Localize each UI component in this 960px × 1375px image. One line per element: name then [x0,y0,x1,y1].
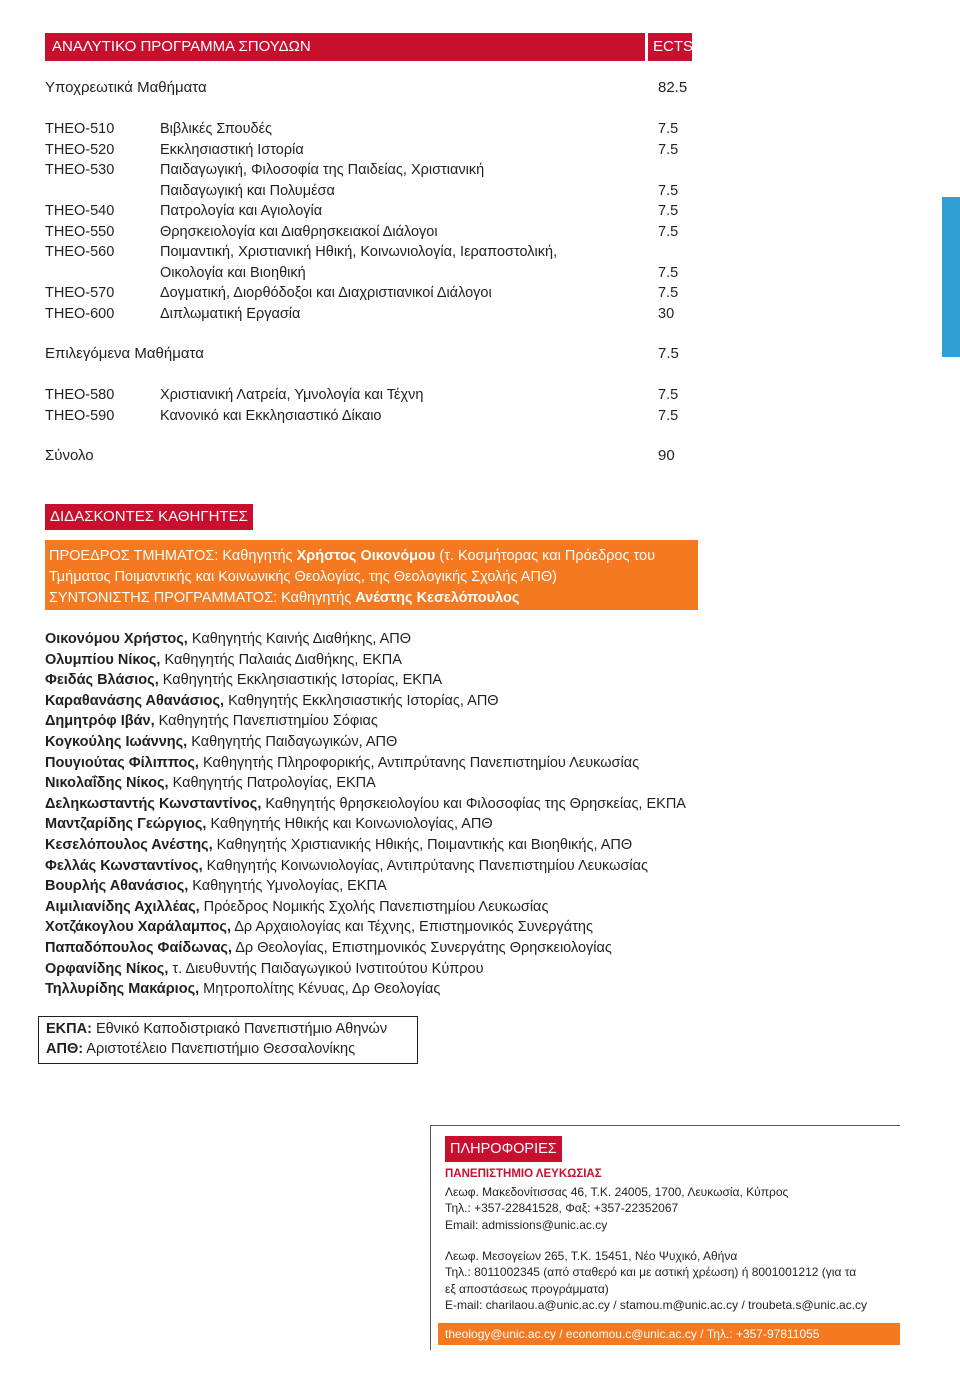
faculty-member [45,670,686,691]
side-tab [942,197,960,357]
chair-label: ΠΡΟΕΔΡΟΣ ΤΜΗΜΑΤΟΣ: [49,548,219,564]
faculty-desc: Μητροπολίτης Κένυας, Δρ Θεολογίας [199,981,441,998]
sum-total: 90 [658,447,675,464]
faculty-desc: Καθηγητής Πληροφορικής, Αντιπρύτανης Πανεπιστημίου Λευκωσίας [198,754,640,771]
faculty-desc: Καθηγητής Καινής Διαθήκης, ΑΠΘ [187,631,411,647]
course-code: THEO-560 [45,244,115,260]
course-ects: 7.5 [658,407,679,424]
info-header: ΠΛΗΡΟΦΟΡΙΕΣ [445,1136,562,1162]
course-title: Χριστιανική Λατρεία, Υμνολογία και Τέχνη [160,387,424,403]
course-code: THEO-570 [45,285,115,301]
leadership-box [45,540,698,610]
course-title: Δογματική, Διορθόδοξοι και Διαχριστιανικοί Διάλογοι [160,285,492,301]
course-code: THEO-530 [45,162,115,178]
faculty-name: Ολυμπίου Νίκος, [45,651,161,668]
faculty-desc: Καθηγητής Παλαιάς Διαθήκης, ΕΚΠΑ [160,651,402,668]
chair-name: Χρήστος Οικονόμου [296,548,436,564]
course-title: Κανονικό και Εκκλησιαστικό Δίκαιο [160,407,382,424]
course-ects: 7.5 [658,141,679,158]
course-title-cont: Παιδαγωγική και Πολυμέσα [160,182,335,199]
info-line: Λεωφ. Μεσογείων 265, Τ.Κ. 15451, Νέο Ψυχικό, Αθήνα [445,1249,738,1263]
faculty-name: Καραθανάσης Αθανάσιος, [45,692,225,709]
faculty-name: Δημητρόφ Ιβάν, [45,713,155,730]
faculty-name: Βουρλής Αθανάσιος, [45,878,189,895]
faculty-name: Οικονόμου Χρήστος, [45,631,188,647]
ects-header: ECTS [648,33,692,61]
coordinator-name: Ανέστης Κεσελόπουλος [355,590,520,606]
faculty-member [45,897,686,918]
info-line: Τηλ.: +357-22841528, Φαξ: +357-22352067 [445,1201,679,1216]
course-code: THEO-520 [45,141,115,158]
course-ects: 7.5 [658,223,679,240]
faculty-desc: Πρόεδρος Νομικής Σχολής Πανεπιστημίου Λευκωσίας [199,898,549,915]
course-code: THEO-590 [45,407,115,424]
faculty-desc: Καθηγητής Κοινωνιολογίας, Αντιπρύτανης Πανεπιστημίου Λευκωσίας [202,857,648,874]
abbreviation-full: Εθνικό Καποδιστριακό Πανεπιστήμιο Αθηνών [91,1021,388,1037]
faculty-name: Ορφανίδης Νίκος, [45,960,169,977]
course-code: THEO-510 [45,121,115,137]
chair-rest: (τ. Κοσμήτορας και Πρόεδρος του [435,548,656,564]
abbreviation: ΑΠΘ: [46,1041,84,1057]
course-title: Παιδαγωγική, Φιλοσοφία της Παιδείας, Χριστιανική [160,162,485,178]
coordinator-title: Καθηγητής [277,590,356,606]
info-footer: theology@unic.ac.cy / economou.c@unic.ac.cy / Τηλ.: +357-97811055 [438,1323,900,1345]
faculty-name: Κεσελόπουλος Ανέστης, [45,836,213,853]
course-ects: 7.5 [658,121,679,137]
faculty-desc: Καθηγητής Εκκλησιαστικής Ιστορίας, ΕΚΠΑ [158,672,443,689]
faculty-desc: τ. Διευθυντής Παιδαγωγικού Ινστιτούτου Κύπρου [168,960,484,977]
abbreviation-row [46,1039,410,1059]
abbreviation-full: Αριστοτέλειο Πανεπιστήμιο Θεσσαλονίκης [83,1041,356,1057]
faculty-name: Μαντζαρίδης Γεώργιος, [45,816,207,833]
faculty-name: Κογκούλης Ιωάννης, [45,733,188,750]
course-ects: 7.5 [658,285,679,301]
faculty-member [45,691,686,712]
course-title: Εκκλησιαστική Ιστορία [160,141,304,158]
info-university: ΠΑΝΕΠΙΣΤΗΜΙΟ ΛΕΥΚΩΣΙΑΣ [445,1168,602,1180]
course-title-cont: Οικολογία και Βιοηθική [160,264,306,281]
info-line: E-mail: charilaou.a@unic.ac.cy / stamou.m@unic.ac.cy / troubeta.s@unic.ac.cy [445,1297,868,1312]
info-line: εξ αποστάσεως προγράμματα) [445,1281,609,1296]
faculty-desc: Καθηγητής Πατρολογίας, ΕΚΠΑ [168,775,376,792]
faculty-member [45,856,686,877]
faculty-member [45,938,686,959]
coordinator-label: ΣΥΝΤΟΝΙΣΤΗΣ ΠΡΟΓΡΑΜΜΑΤΟΣ: [49,590,278,606]
faculty-member [45,876,686,897]
info-line: Λεωφ. Μακεδονίτισσας 46, Τ.Κ. 24005, 1700, Λευκωσία, Κύπρος [445,1185,789,1199]
faculty-desc: Καθηγητής θρησκειολογίου και Φιλοσοφίας της Θρησκείας, ΕΚΠΑ [261,795,686,812]
faculty-member [45,917,686,938]
faculty-desc: Καθηγητής Ηθικής και Κοινωνιολογίας, ΑΠΘ [206,816,493,833]
abbreviation: ΕΚΠΑ: [46,1021,92,1037]
faculty-desc: Καθηγητής Χριστιανικής Ηθικής, Ποιμαντικής και Βιοηθικής, ΑΠΘ [212,836,633,853]
faculty-member [45,773,686,794]
faculty-name: Δεληκωσταντής Κωνσταντίνος, [45,795,262,812]
faculty-member [45,711,686,732]
course-title: Διπλωματική Εργασία [160,305,301,322]
course-ects: 7.5 [658,264,679,281]
info-border-left [430,1125,431,1350]
faculty-desc: Καθηγητής Υμνολογίας, ΕΚΠΑ [188,878,387,895]
faculty-name: Παπαδόπουλος Φαίδωνας, [45,939,232,956]
course-code: THEO-540 [45,203,115,219]
faculty-member [45,794,686,815]
faculty-name: Νικολαΐδης Νίκος, [45,775,169,792]
faculty-desc: Δρ Θεολογίας, Επιστημονικός Συνεργάτης Θρησκειολογίας [232,939,612,956]
faculty-desc: Καθηγητής Πανεπιστημίου Σόφιας [154,713,378,730]
faculty-name: Τηλλυρίδης Μακάριος, [45,981,200,998]
faculty-name: Φειδάς Βλάσιος, [45,672,159,689]
elective-label: Επιλεγόμενα Μαθήματα [45,345,204,362]
course-code: THEO-550 [45,223,115,240]
faculty-member [45,835,686,856]
faculty-member [45,732,686,753]
elective-total: 7.5 [658,345,679,362]
info-border-top [430,1125,900,1126]
compulsory-label: Υποχρεωτικά Μαθήματα [45,79,207,96]
faculty-desc: Δρ Αρχαιολογίας και Τέχνης, Επιστημονικός Συνεργάτης [230,919,593,936]
course-title: Βιβλικές Σπουδές [160,121,273,137]
course-code: THEO-580 [45,387,115,403]
faculty-member [45,814,686,835]
faculty-member [45,979,686,1000]
course-title: Πατρολογία και Αγιολογία [160,203,323,219]
course-title: Θρησκειολογία και Διαθρησκειακοί Διάλογοι [160,223,438,240]
info-line: Τηλ.: 8011002345 (από σταθερό και με αστική χρέωση) ή 8001001212 (για τα [445,1265,857,1280]
faculty-desc: Καθηγητής Εκκλησιαστικής Ιστορίας, ΑΠΘ [224,692,499,709]
faculty-member [45,650,686,671]
abbreviations-box [38,1016,418,1064]
faculty-member [45,959,686,980]
chair-line2: Τμήματος Ποιμαντικής και Κοινωνικής Θεολογίας, της Θεολογικής Σχολής ΑΠΘ) [49,569,557,585]
compulsory-total: 82.5 [658,79,688,96]
info-line: Email: admissions@unic.ac.cy [445,1217,608,1232]
chair-title: Καθηγητής [218,548,297,564]
course-ects: 7.5 [658,203,679,219]
course-code: THEO-600 [45,305,115,322]
faculty-list [45,629,686,1000]
course-ects: 30 [658,305,675,322]
faculty-name: Χοτζάκογλου Χαράλαμπος, [45,919,231,936]
faculty-header: ΔΙΔΑΣΚΟΝΤΕΣ ΚΑΘΗΓΗΤΕΣ [45,504,253,530]
faculty-name: Αιμιλιανίδης Αχιλλέας, [45,898,200,915]
course-ects: 7.5 [658,387,679,403]
abbreviation-row [46,1019,410,1039]
faculty-member [45,629,686,650]
faculty-name: Φελλάς Κωνσταντίνος, [45,857,203,874]
sum-label: Σύνολο [45,447,94,464]
course-title: Ποιμαντική, Χριστιανική Ηθική, Κοινωνιολογία, Ιεραποστολική, [160,244,558,260]
course-ects: 7.5 [658,182,679,199]
faculty-name: Πουγιούτας Φίλιππος, [45,754,199,771]
curriculum-header: ΑΝΑΛΥΤΙΚΟ ΠΡΟΓΡΑΜΜΑ ΣΠΟΥΔΩΝ [45,33,645,61]
faculty-desc: Καθηγητής Παιδαγωγικών, ΑΠΘ [187,733,398,750]
faculty-member [45,753,686,774]
